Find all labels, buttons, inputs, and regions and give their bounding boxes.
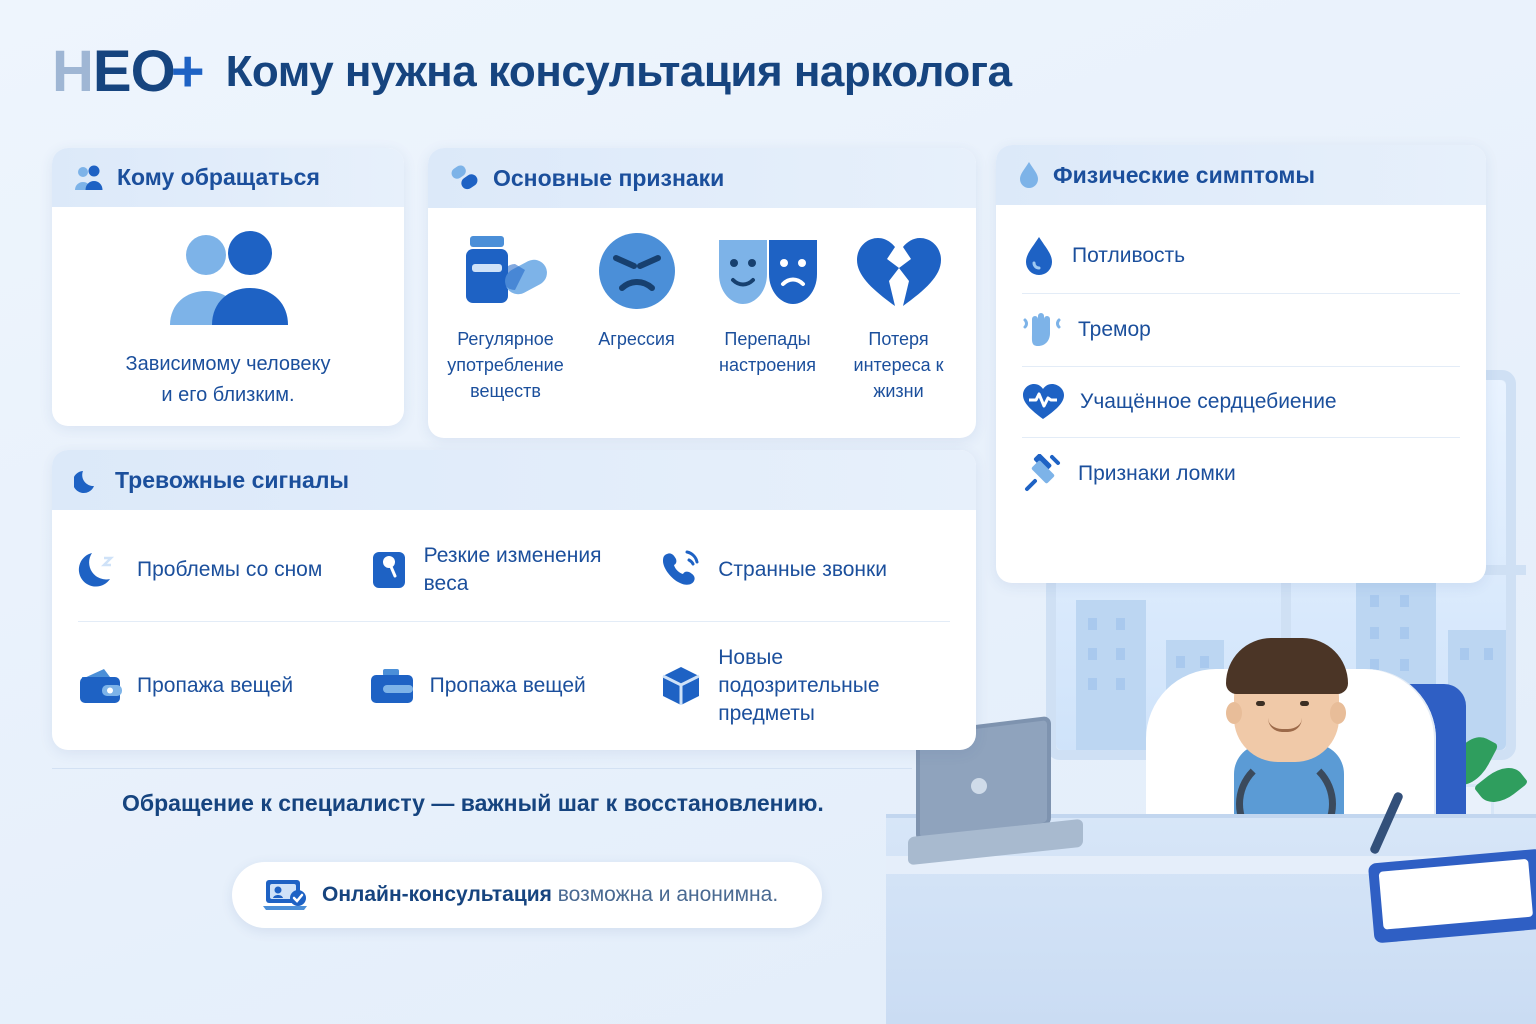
pills-icon xyxy=(450,164,480,192)
people-icon xyxy=(74,165,104,191)
online-consultation-badge[interactable] xyxy=(232,862,822,928)
doctor-hair xyxy=(1226,638,1348,694)
page-title: Кому нужна консультация нарколога xyxy=(225,46,1012,96)
card-header xyxy=(52,450,976,510)
pill-bottle-icon xyxy=(456,230,556,312)
sign-label: Агрессия xyxy=(598,329,675,349)
footer-divider xyxy=(52,768,912,769)
doctor-eye xyxy=(1256,701,1265,706)
card-title: Физические симптомы xyxy=(1053,161,1316,188)
alarm-item xyxy=(659,520,950,622)
alarm-item xyxy=(78,622,369,750)
card-body xyxy=(52,207,404,411)
card-header xyxy=(52,148,404,207)
card-who-text xyxy=(126,349,331,411)
logo-plus: + xyxy=(170,39,204,104)
sign-item xyxy=(704,230,831,404)
moon-sleep-icon xyxy=(74,466,102,494)
sign-label: Регулярное употребление веществ xyxy=(447,329,564,402)
droplet-icon xyxy=(1022,235,1056,277)
broken-heart-icon xyxy=(851,230,947,312)
card-header xyxy=(996,145,1486,205)
footer-note: Обращение к специалисту — важный шаг к восстановлению. xyxy=(122,790,824,816)
clipboard-paper xyxy=(1379,859,1533,930)
doctor-ear xyxy=(1226,702,1242,724)
sign-item xyxy=(442,230,569,404)
heartbeat-icon xyxy=(1022,383,1064,421)
card-who-should-apply xyxy=(52,148,404,426)
sign-label: Перепады настроения xyxy=(719,329,816,376)
card-physical-symptoms xyxy=(996,145,1486,583)
briefcase-icon xyxy=(369,667,415,705)
physical-label: Потливость xyxy=(1072,243,1186,267)
logo-part2: ЕО xyxy=(92,39,175,104)
doctor-eye xyxy=(1300,701,1309,706)
who-text-line-1: Зависимому человеку xyxy=(125,353,331,375)
physical-label: Тремор xyxy=(1078,317,1151,341)
trembling-hand-icon xyxy=(1022,310,1062,350)
people-illustration-icon xyxy=(158,229,298,329)
moon-sleep-icon xyxy=(78,548,122,592)
pill-strong-text: Онлайн-консультация xyxy=(322,883,552,906)
wallet-icon xyxy=(78,667,122,705)
logo xyxy=(52,38,204,105)
physical-row xyxy=(1022,367,1460,438)
laptop-logo-dot xyxy=(971,778,987,794)
alarm-item xyxy=(659,622,950,750)
card-main-signs xyxy=(428,148,976,438)
physical-row xyxy=(1022,438,1460,510)
alarm-label: Резкие изменения веса xyxy=(423,544,602,596)
alarm-grid xyxy=(52,510,976,750)
sign-item xyxy=(835,230,962,404)
physical-label: Учащённое сердцебиение xyxy=(1080,389,1337,413)
card-alarm-signals xyxy=(52,450,976,750)
building-shape xyxy=(1076,600,1146,750)
droplet-icon xyxy=(1018,161,1040,189)
card-header xyxy=(428,148,976,208)
signs-grid xyxy=(428,208,976,404)
alarm-item xyxy=(369,622,660,750)
online-consultation-text xyxy=(322,883,778,907)
syringe-icon xyxy=(1022,454,1062,494)
phone-call-icon xyxy=(659,548,703,592)
sign-item xyxy=(573,230,700,404)
page-header xyxy=(52,38,1012,105)
alarm-label: Пропажа вещей xyxy=(429,674,586,698)
alarm-label: Странные звонки xyxy=(718,558,887,582)
physical-list xyxy=(996,205,1486,510)
angry-face-icon xyxy=(594,230,680,312)
alarm-label: Проблемы со сном xyxy=(137,558,323,582)
physical-row xyxy=(1022,219,1460,294)
card-title: Основные признаки xyxy=(493,164,725,191)
theater-masks-icon xyxy=(713,230,823,312)
alarm-label: Новые подозрительные предметы xyxy=(718,645,880,726)
alarm-item xyxy=(78,520,369,622)
sign-label: Потеря интереса к жизни xyxy=(853,329,944,402)
clipboard xyxy=(1368,849,1536,944)
card-title: Тревожные сигналы xyxy=(115,466,350,493)
physical-row xyxy=(1022,294,1460,367)
card-title: Кому обращаться xyxy=(117,164,320,190)
physical-label: Признаки ломки xyxy=(1078,461,1236,485)
who-text-line-2: и его близким. xyxy=(161,384,295,406)
scale-icon xyxy=(369,548,409,592)
alarm-item xyxy=(369,520,660,622)
laptop-check-icon xyxy=(262,878,308,912)
package-icon xyxy=(659,664,703,708)
doctor-ear xyxy=(1330,702,1346,724)
pill-rest-text: возможна и анонимна. xyxy=(551,883,779,906)
alarm-label: Пропажа вещей xyxy=(137,674,294,698)
logo-part1: Н xyxy=(52,39,93,104)
